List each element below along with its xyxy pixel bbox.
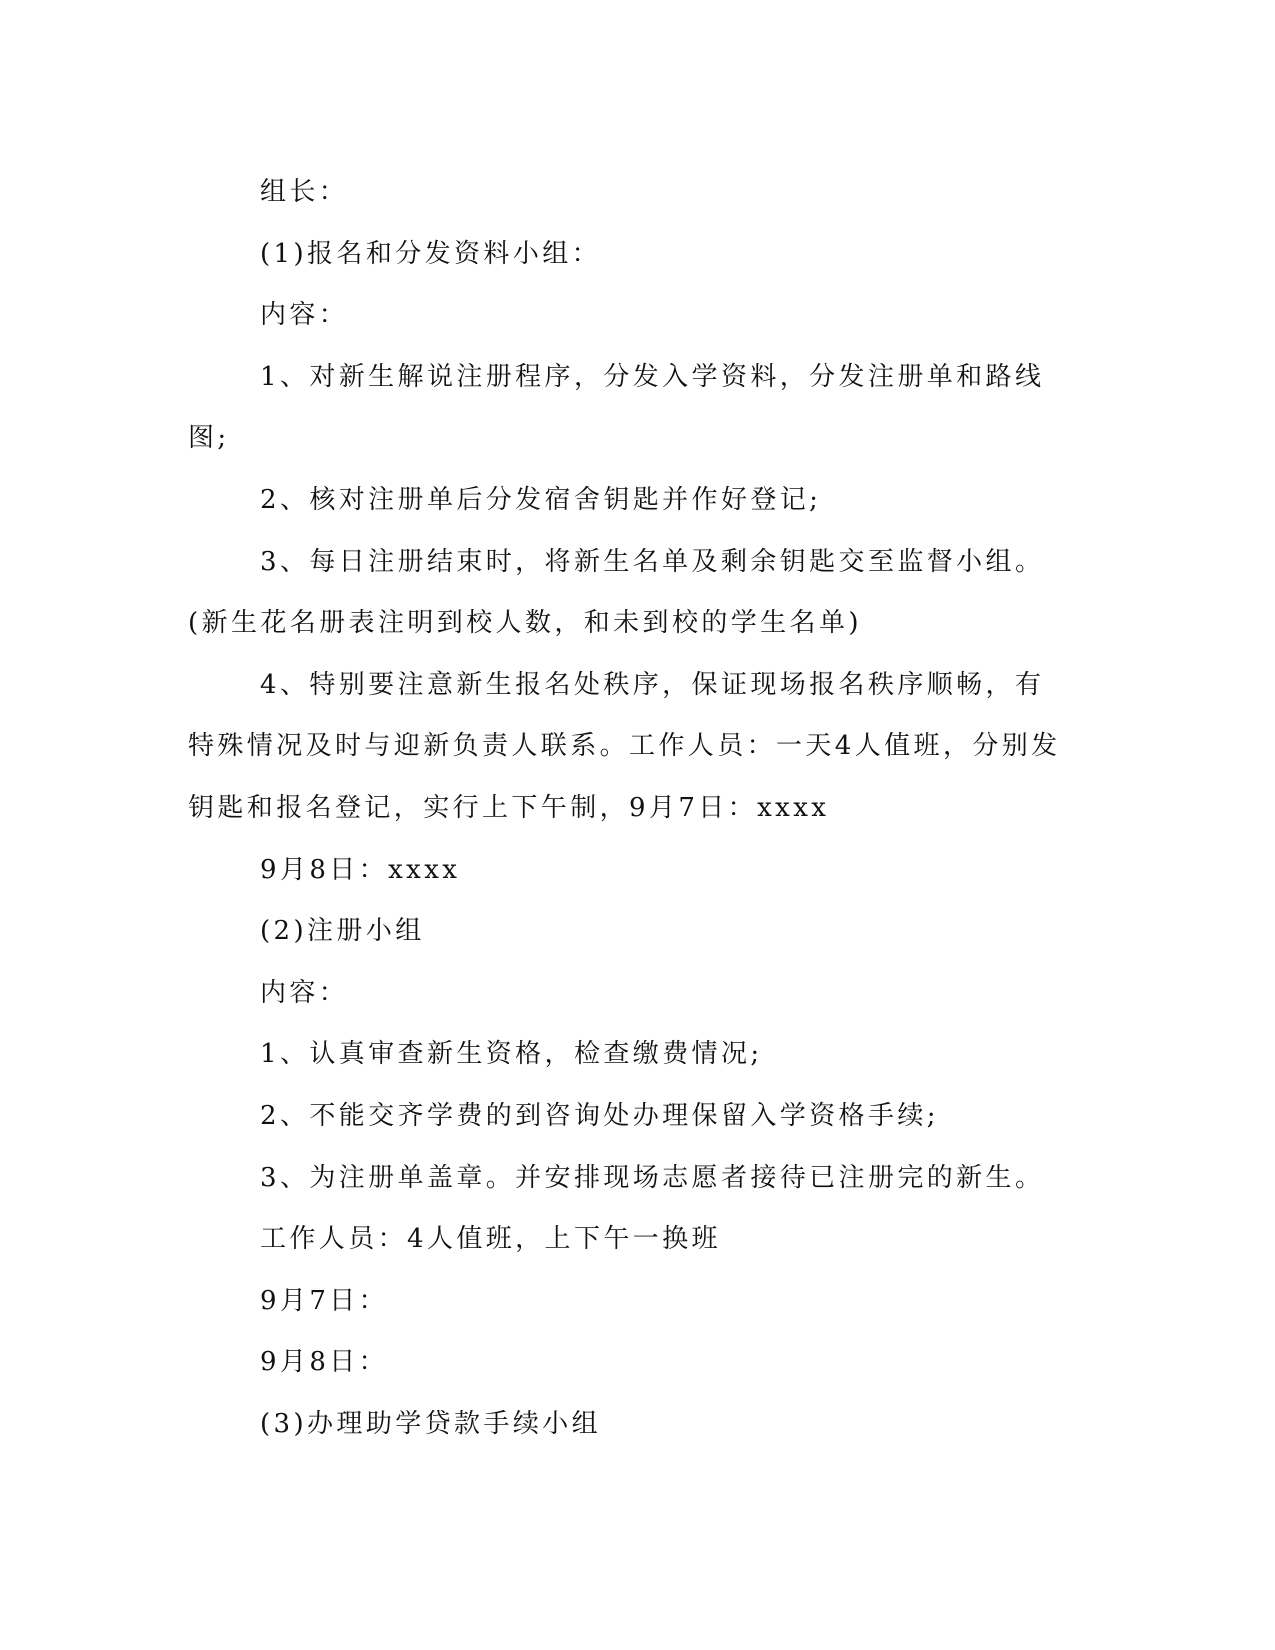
document-body	[188, 162, 1068, 1455]
section-heading-registration: (2)注册小组	[260, 916, 425, 947]
list-item: 1、认真审查新生资格，检查缴费情况;	[260, 1039, 763, 1070]
staff-line: 工作人员：4人值班，上下午一换班	[260, 1224, 721, 1255]
heading-group-leader: 组长：	[260, 177, 349, 207]
content-label: 内容：	[260, 300, 349, 331]
section-heading-registration-materials: (1)报名和分发资料小组：	[260, 238, 602, 269]
list-item: 1、对新生解说注册程序，分发入学资料，分发注册单和路线图;	[188, 361, 1045, 454]
schedule-line: 9月8日：	[260, 1347, 389, 1378]
list-item: 3、每日注册结束时，将新生名单及剩余钥匙交至监督小组。(新生花名册表注明到校人数，和未到校的学生名单)	[188, 546, 1045, 639]
list-item: 4、特别要注意新生报名处秩序，保证现场报名秩序顺畅，有特殊情况及时与迎新负责人联系。工作人员：一天4人值班，分别发钥匙和报名登记，实行上下午制，9月7日：xxxx	[188, 669, 1061, 823]
section-heading-student-loan: (3)办理助学贷款手续小组	[260, 1408, 602, 1439]
list-item: 2、不能交齐学费的到咨询处办理保留入学资格手续;	[260, 1100, 939, 1131]
list-item: 2、核对注册单后分发宿舍钥匙并作好登记;	[260, 484, 822, 515]
content-label: 内容：	[260, 977, 349, 1008]
schedule-line: 9月7日：	[260, 1285, 389, 1316]
schedule-line: 9月8日：xxxx	[260, 854, 461, 885]
list-item: 3、为注册单盖章。并安排现场志愿者接待已注册完的新生。	[260, 1162, 1045, 1193]
